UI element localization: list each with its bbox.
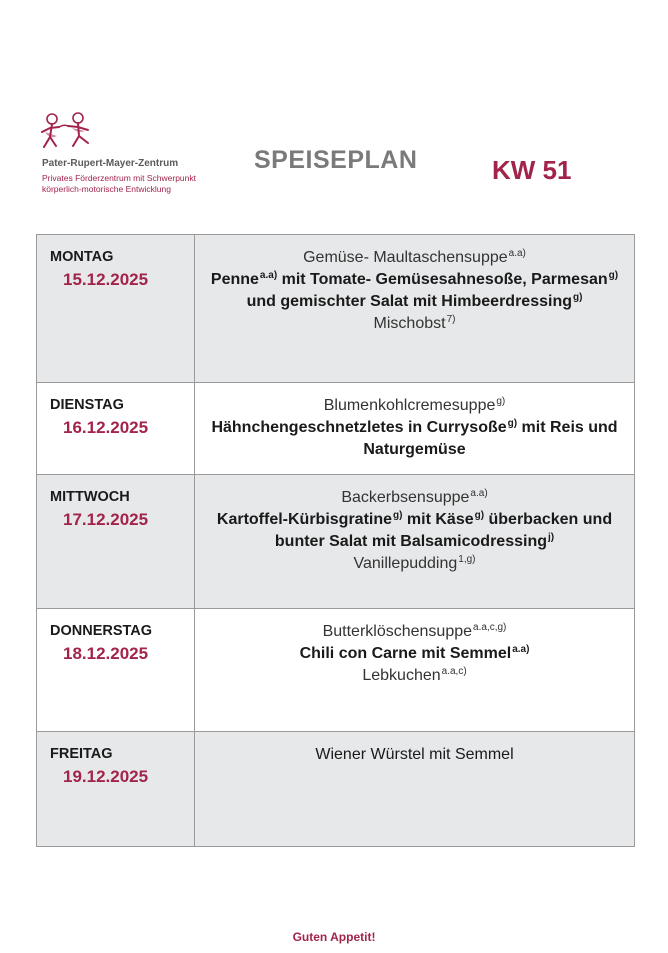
center-logo <box>38 110 208 200</box>
meal-plan-table <box>36 234 635 847</box>
main-dish-text: Chili con Carne mit Semmel$^{a.a)}$ <box>299 644 530 662</box>
dish-cell <box>195 383 635 475</box>
dessert-text: Lebkuchen$^{a.a,c)}$ <box>362 666 467 684</box>
soup-text: Blumenkohlcremesuppe$^{g)}$ <box>323 396 506 414</box>
week-number: KW 51 <box>492 155 572 185</box>
page-title: SPEISEPLAN <box>254 146 418 174</box>
dish-cell <box>195 475 635 609</box>
dish-cell <box>195 235 635 383</box>
day-cell <box>37 609 195 732</box>
dessert-text: Mischobst$^{7)}$ <box>373 314 456 332</box>
main-dish-text: Wiener Würstel mit Semmel <box>315 746 514 763</box>
children-figures-logo-icon <box>38 110 98 154</box>
soup-text: Gemüse- Maultaschensuppe$^{a.a)}$ <box>303 248 526 266</box>
day-cell <box>37 732 195 847</box>
dessert-text: Vanillepudding$^{1,g)}$ <box>353 554 476 572</box>
day-name: MITTWOCH <box>50 489 130 505</box>
main-dish-text: Kartoffel-Kürbisgratine$^{g)}$ mit Käse$^{g)}$ überbacken und bunter Salat mit Balsamicodressing$^{j)}$ <box>216 510 613 550</box>
dish-cell <box>195 732 635 847</box>
soup-text: Backerbsensuppe$^{a.a)}$ <box>341 488 488 506</box>
footer-greeting: Guten Appetit! <box>292 930 376 944</box>
logo-subline-2: körperlich-motorische Entwicklung <box>42 184 171 194</box>
day-cell <box>37 475 195 609</box>
day-date: 16.12.2025 <box>63 418 149 437</box>
dish-cell <box>195 609 635 732</box>
day-name: FREITAG <box>50 746 113 762</box>
main-dish-text: Penne$^{a.a)}$ mit Tomate- Gemüsesahnesoße, Parmesan$^{g)}$ und gemischter Salat mit Himbeerdressing$^{g)}$ <box>210 270 619 310</box>
table-row-wednesday <box>37 475 635 609</box>
day-date: 19.12.2025 <box>63 767 149 786</box>
day-name: DIENSTAG <box>50 397 124 413</box>
logo-subline-1: Privates Förderzentrum mit Schwerpunkt <box>42 173 196 183</box>
table-row-monday <box>37 235 635 383</box>
table-row-tuesday <box>37 383 635 475</box>
soup-text: Butterklöschensuppe$^{a.a,c,g)}$ <box>322 622 507 640</box>
day-cell <box>37 235 195 383</box>
day-date: 15.12.2025 <box>63 270 149 289</box>
day-date: 17.12.2025 <box>63 510 149 529</box>
table-row-thursday <box>37 609 635 732</box>
logo-name: Pater-Rupert-Mayer-Zentrum <box>42 158 179 169</box>
day-name: MONTAG <box>50 249 114 265</box>
table-row-friday <box>37 732 635 847</box>
day-date: 18.12.2025 <box>63 644 149 663</box>
main-dish-text: Hähnchengeschnetzletes in Currysoße$^{g)}$ mit Reis und Naturgemüse <box>211 418 618 458</box>
day-cell <box>37 383 195 475</box>
day-name: DONNERSTAG <box>50 623 153 639</box>
